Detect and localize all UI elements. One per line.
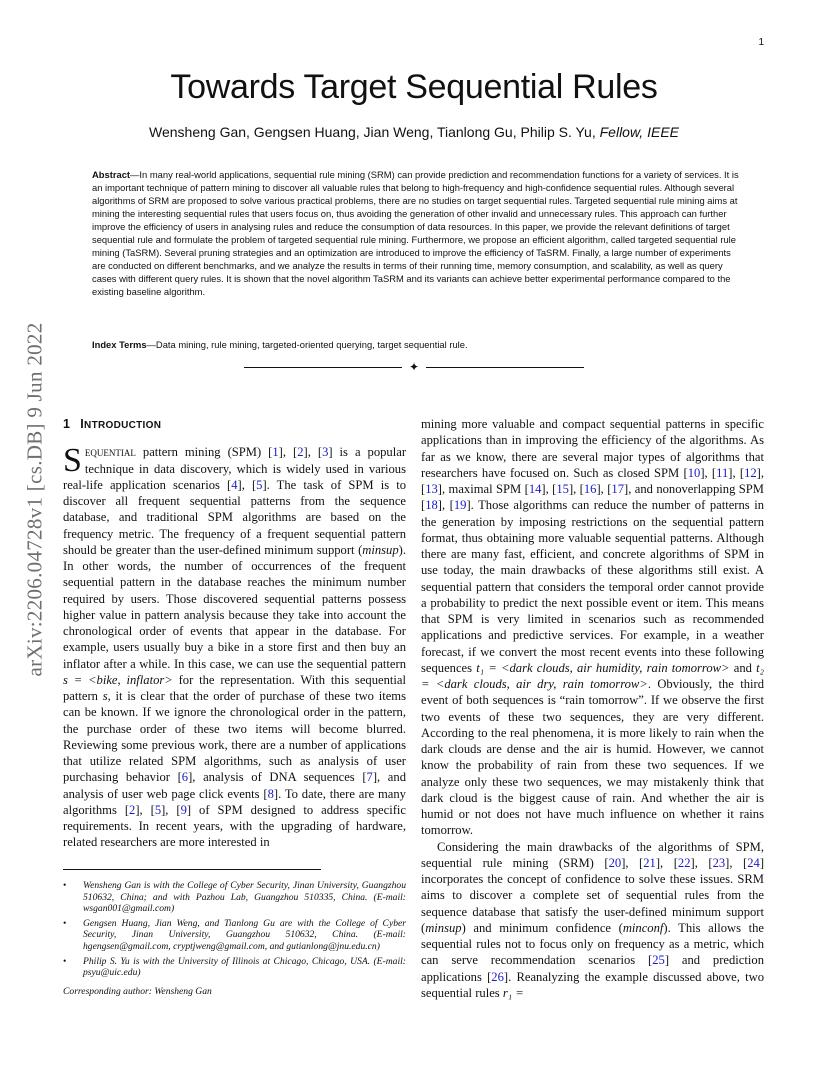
- text-run: ], [: [421, 465, 765, 496]
- text-run: ]. The task of SPM is to discover all frequent sequential patterns from the sequence database, and traditional SPM algorithms are based on the frequency metric. The frequency of a frequent sequential pattern should be greater than the user-defined minimum support (: [63, 477, 407, 557]
- text-run: ], [: [725, 855, 748, 870]
- citation-link[interactable]: 20: [608, 855, 622, 870]
- corresponding-author: Corresponding author: Wensheng Gan: [63, 985, 212, 997]
- citation-link[interactable]: 6: [181, 770, 189, 785]
- footnote-text: Philip S. Yu is with the University of Illinois at Chicago, Chicago, USA. (E-mail: psyu@uic.edu): [83, 955, 406, 979]
- citation-link[interactable]: 18: [425, 498, 438, 513]
- text-run: ], [: [237, 477, 257, 492]
- citation-link[interactable]: 14: [528, 482, 542, 496]
- text-run: and: [729, 660, 757, 675]
- arxiv-stamp: [4, 296, 66, 702]
- citation-link[interactable]: 2: [129, 802, 136, 817]
- text-run: ], [: [161, 802, 181, 817]
- math-sequence-t2: t₂ = <dark clouds, air dry, rain tomorrow>: [421, 660, 764, 691]
- author-names: Wensheng Gan, Gengsen Huang, Jian Weng, Tianlong Gu, Philip S. Yu,: [149, 124, 600, 140]
- citation-link[interactable]: 2: [297, 445, 304, 460]
- citation-link[interactable]: 8: [267, 786, 274, 801]
- text-run: Considering the main drawbacks of the algorithms of SPM, sequential rule mining (SRM) [: [421, 839, 764, 870]
- text-run: ], and analysis of user web page click events [: [63, 770, 406, 801]
- text-run: ], [: [541, 482, 557, 496]
- divider-ornament-icon: ✦: [408, 360, 420, 374]
- math-variable: s: [102, 689, 108, 703]
- bullet-icon: •: [63, 880, 67, 891]
- page-number: 1: [758, 37, 764, 48]
- citation-link[interactable]: 22: [677, 855, 691, 870]
- text-run: ], [: [437, 498, 454, 513]
- math-pattern: s = <bike, inflator>: [63, 672, 173, 687]
- text-run: ] of SPM designed to address specific requirements. In recent years, with the upgrading of hardware, related researchers are more interested in: [63, 802, 407, 850]
- text-run: ], [: [690, 855, 713, 870]
- citation-link[interactable]: 23: [712, 855, 726, 870]
- citation-link[interactable]: 5: [256, 477, 263, 492]
- arxiv-stamp-text: arXiv:2206.04728v1 [cs.DB] 9 Jun 2022: [22, 321, 47, 677]
- text-run: ]. To date, there are many algorithms [: [63, 786, 406, 817]
- section-title-rest: NTRODUCTION: [84, 420, 162, 431]
- footnote-rule: [63, 869, 321, 870]
- bullet-icon: •: [63, 955, 67, 967]
- text-run: ], and nonoverlapping SPM [: [421, 482, 764, 513]
- footnotes: [63, 880, 406, 997]
- section-number: 1: [63, 417, 71, 431]
- citation-link[interactable]: 24: [747, 855, 760, 870]
- citation-link[interactable]: 17: [611, 482, 624, 496]
- citation-link[interactable]: 10: [687, 465, 701, 480]
- text-run: ], [: [135, 802, 155, 817]
- body-paragraph: [421, 839, 764, 1002]
- term-minsup: minsup: [425, 920, 462, 935]
- dropcap: S: [63, 442, 82, 480]
- citation-link[interactable]: 16: [583, 482, 597, 496]
- text-run: ] and prediction applications [: [421, 953, 764, 984]
- section-divider: [244, 360, 584, 374]
- text-run: ] is a popular technique in data discovery, which is widely used in various real-life application scenarios [: [63, 445, 407, 492]
- right-column: [421, 416, 764, 1001]
- footnote-item: [63, 918, 406, 953]
- footnote-list: [63, 880, 406, 979]
- section-title-initial: I: [80, 417, 85, 431]
- text-run: mining more valuable and compact sequential patterns in specific applications than in improving the efficiency of the algorithms. As far as we know, there are several major types of algorithms that researchers have focused on. Such as closed SPM [: [421, 417, 764, 480]
- paper-title: Towards Target Sequential Rules: [170, 68, 658, 106]
- text-run: ], [: [655, 855, 678, 870]
- text-run: ) and minimum confidence (: [461, 920, 623, 935]
- text-run: . Obviously, the third event of both sequences is “rain tomorrow”. If we observe the first two events of these two sequences, they are very different. According to the real phenomena, it is more likely to rain when the dark clouds are dense and the air is humid. However, we cannot know the probability of rain from these two sequences. If we analyze only these two sequences, we may mistakenly think that dark cloud is the biggest cause of rain. And whether the air is humid or not does not have much influence on whether it rains tomorrow.: [421, 677, 764, 838]
- abstract-text: —In many real-world applications, sequential rule mining (SRM) can provide prediction and recommendation functions for a variety of services. It is an important technique of pattern mining to discover all valuable rules that belong to high-frequency and high-confidence sequential rules. Although several algorithms of SRM are proposed to solve various practical problems, there are no studies on target sequential rules. Targeted sequential rule mining aims at mining the interesting sequential rules that users focus on, thus avoiding the generation of other invalid and unnecessary rules. This approach can further improve the efficiency of users in analysing rules and reduce the consumption of data resources. In this paper, we provide the relevant definitions of target sequential rule and formulate the problem of targeted sequential rule mining. Furthermore, we propose an efficient algorithm, called targeted sequential rule mining (TaSRM). Several pruning strategies and an optimization are introduced to improve the efficiency of TaSRM. Finally, a large number of experiments are conducted on different benchmarks, and we analyze the results in terms of their running time, memory consumption, and scalability, as well as query cases with different query rules. It is shown that the novel algorithm TaSRM and its variants can achieve better experimental performance compared to the existing baseline algorithm.: [92, 169, 739, 298]
- author-suffix: Fellow, IEEE: [599, 124, 679, 140]
- text-run: ]. Those algorithms can reduce the number of patterns in the generation by imposing restrictions on the sequential pattern format, thus obtaining more valuable sequential patterns. Although there are many fast, efficient, and concrete algorithms of SPM in use today, the main drawbacks of these algorithms still exist. A sequential pattern that considers the temporal order cannot provide a probability to predict the next possible event or item. This means that SPM is very limited in scenarios such as recommended applications and predictive services. For example, in a weather forecast, if we convert the most recent events into these following sequences: [421, 498, 765, 675]
- math-rule-variable: r₁ =: [502, 985, 524, 1000]
- citation-link[interactable]: 11: [716, 465, 729, 480]
- text-run: ]. Reanalyzing the example discussed above, two sequential rules: [421, 969, 764, 1000]
- text-run: pattern mining (SPM) [: [135, 445, 273, 460]
- bullet-icon: •: [63, 917, 67, 929]
- footnote-text: Gengsen Huang, Jian Weng, and Tianlong Gu are with the College of Cyber Security, Jinan University, Guangzhou 510632, China. (E-mail: hgengsen@gmail.com, cryptjweng@gmail.com, and gutianlong@jnu.edu.cn): [83, 917, 406, 952]
- math-sequence-t1: t₁ = <dark clouds, air humidity, rain tomorrow>: [476, 660, 730, 675]
- text-run: ], [: [596, 482, 612, 496]
- text-run: ], maximal SPM [: [437, 482, 529, 496]
- footnote-item: [63, 956, 406, 979]
- text-run: ). In other words, the number of occurrences of the frequent sequential pattern in the database reaches the minimum number required by users. Those discovered sequential patterns possess higher value in pattern analysis because they take into account the chronological order of events that appear in the database. For example, users usually buy a bike in a store first and then buy an inflator after a while. In this case, we can use the sequential pattern: [63, 542, 406, 671]
- citation-link[interactable]: 13: [425, 482, 438, 496]
- term-minsup: minsup: [362, 542, 399, 557]
- text-run: ], [: [621, 855, 644, 870]
- text-run: ] incorporates the concept of confidence to solve these issues. SRM aims to discover a complete set of sequential rules from the sequence database that satisfy the user-defined minimum support (: [421, 855, 765, 935]
- text-run: ], [: [303, 445, 323, 460]
- left-column: [63, 416, 406, 851]
- citation-link[interactable]: 26: [491, 969, 504, 984]
- text-run: ], [: [700, 465, 717, 480]
- term-minconf: minconf: [622, 920, 664, 935]
- citation-link[interactable]: 5: [154, 802, 162, 817]
- author-list: [0, 124, 828, 140]
- citation-link[interactable]: 9: [180, 802, 187, 817]
- text-run: , it is clear that the order of purchase of these two items can be known. If we ignore the chronological order in the pattern, the purchase order of these two items will become blurred. Reviewing some previous work, there are a number of applications that utilize related SPM algorithms, such as analysis of user purchasing behavior [: [63, 689, 406, 785]
- text-run: ], [: [278, 445, 298, 460]
- citation-link[interactable]: 25: [652, 953, 665, 968]
- citation-link[interactable]: 1: [272, 445, 279, 460]
- index-terms-label: Index Terms: [92, 339, 147, 350]
- divider-rule-left: [244, 367, 402, 368]
- citation-link[interactable]: 15: [556, 482, 569, 496]
- footnote-text: Wensheng Gan is with the College of Cyber Security, Jinan University, Guangzhou 510632, China; and with Pazhou Lab, Guangzhou 510335, China. (E-mail: wsgan001@gmail.com): [83, 880, 406, 915]
- text-run: ], [: [568, 482, 584, 496]
- citation-link[interactable]: 21: [643, 855, 656, 870]
- body-paragraph: [421, 416, 764, 839]
- text-run: ], [: [728, 465, 745, 480]
- text-run: for the representation. With this sequential pattern: [63, 672, 406, 703]
- divider-rule-right: [426, 367, 584, 368]
- citation-link[interactable]: 4: [231, 477, 238, 492]
- text-run: ). This allows the sequential rules not to focus only on frequency as a metric, which can serve recommendation scenarios [: [421, 920, 765, 968]
- citation-link[interactable]: 7: [366, 770, 373, 785]
- intro-paragraph: [63, 444, 406, 850]
- index-terms: [92, 338, 740, 351]
- abstract: [92, 168, 740, 298]
- index-terms-text: —Data mining, rule mining, targeted-oriented querying, target sequential rule.: [146, 339, 468, 350]
- citation-link[interactable]: 3: [322, 445, 329, 460]
- abstract-label: Abstract: [92, 169, 131, 180]
- lead-word: equential: [84, 445, 136, 460]
- section-heading: [63, 416, 406, 434]
- citation-link[interactable]: 12: [744, 465, 757, 480]
- citation-link[interactable]: 19: [453, 498, 467, 513]
- text-run: ], analysis of DNA sequences [: [188, 770, 367, 785]
- footnote-item: [63, 880, 406, 915]
